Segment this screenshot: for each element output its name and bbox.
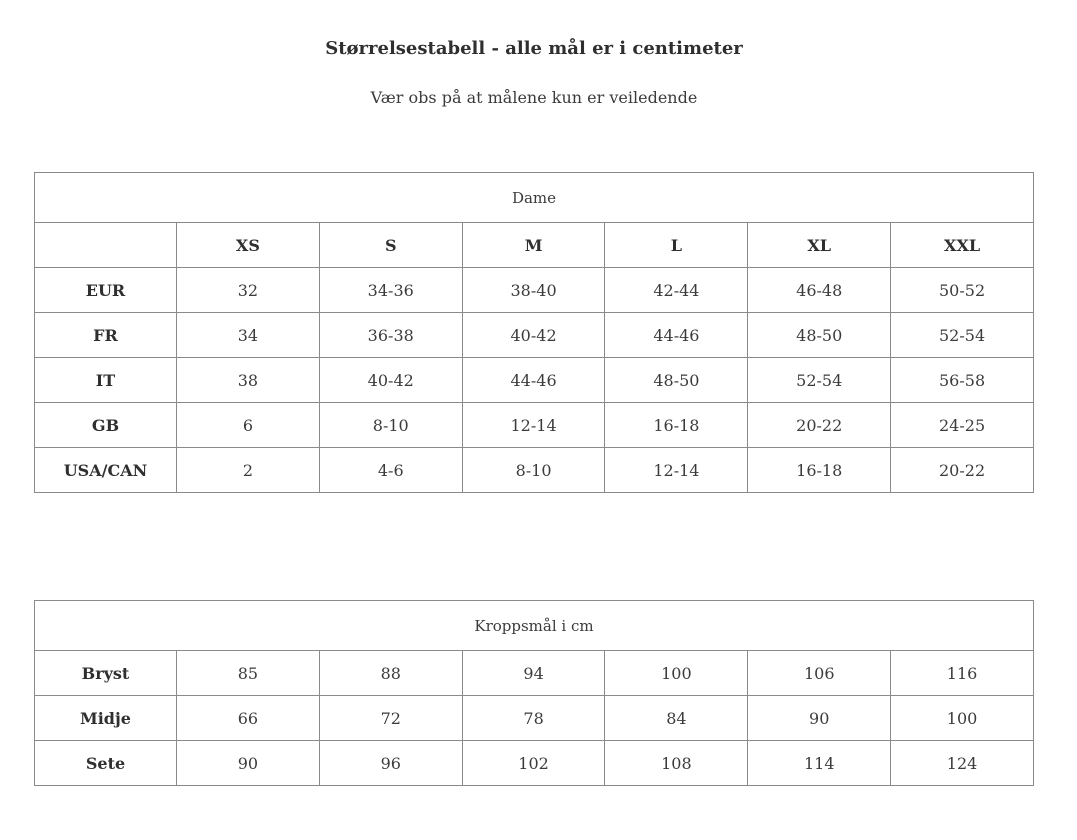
table-cell: 124 <box>891 741 1034 786</box>
row-label: Sete <box>35 741 177 786</box>
table-row <box>35 741 1034 786</box>
table-cell: 72 <box>319 696 462 741</box>
row-label: Bryst <box>35 651 177 696</box>
table-cell: 100 <box>891 696 1034 741</box>
table-cell: 4-6 <box>319 448 462 493</box>
table-cell: 66 <box>177 696 320 741</box>
table-cell: 108 <box>605 741 748 786</box>
row-label: FR <box>35 313 177 358</box>
table-cell: 2 <box>177 448 320 493</box>
row-label: IT <box>35 358 177 403</box>
column-header-xl: XL <box>748 223 891 268</box>
table-cell: 106 <box>748 651 891 696</box>
table-row <box>35 651 1034 696</box>
table-cell: 24-25 <box>891 403 1034 448</box>
table-cell: 16-18 <box>748 448 891 493</box>
table-cell: 52-54 <box>748 358 891 403</box>
table-row <box>35 268 1034 313</box>
table-cell: 90 <box>748 696 891 741</box>
table-cell: 42-44 <box>605 268 748 313</box>
page-title: Størrelsestabell - alle mål er i centimeter <box>325 38 743 59</box>
row-label: EUR <box>35 268 177 313</box>
table-cell: 84 <box>605 696 748 741</box>
table-cell: 116 <box>891 651 1034 696</box>
column-header-s: S <box>319 223 462 268</box>
table-cell: 44-46 <box>462 358 605 403</box>
table-cell: 85 <box>177 651 320 696</box>
table-cell: 78 <box>462 696 605 741</box>
row-label: Midje <box>35 696 177 741</box>
table-cell: 20-22 <box>748 403 891 448</box>
column-header-m: M <box>462 223 605 268</box>
table-cell: 100 <box>605 651 748 696</box>
table-cell: 12-14 <box>605 448 748 493</box>
table-caption: Kroppsmål i cm <box>35 601 1034 651</box>
table-cell: 114 <box>748 741 891 786</box>
table-cell: 38-40 <box>462 268 605 313</box>
table-caption: Dame <box>35 173 1034 223</box>
column-header <box>35 223 177 268</box>
table-cell: 40-42 <box>319 358 462 403</box>
table-cell: 40-42 <box>462 313 605 358</box>
table-cell: 44-46 <box>605 313 748 358</box>
table-cell: 16-18 <box>605 403 748 448</box>
table-cell: 20-22 <box>891 448 1034 493</box>
table-cell: 102 <box>462 741 605 786</box>
table-cell: 34-36 <box>319 268 462 313</box>
table-cell: 32 <box>177 268 320 313</box>
table-cell: 8-10 <box>319 403 462 448</box>
table-row <box>35 403 1034 448</box>
row-label: USA/CAN <box>35 448 177 493</box>
table-cell: 94 <box>462 651 605 696</box>
table-row <box>35 448 1034 493</box>
size-table-dame <box>34 172 1034 493</box>
table-cell: 46-48 <box>748 268 891 313</box>
table-cell: 96 <box>319 741 462 786</box>
table-cell: 36-38 <box>319 313 462 358</box>
page-subtitle: Vær obs på at målene kun er veiledende <box>370 88 698 107</box>
table-cell: 56-58 <box>891 358 1034 403</box>
table-cell: 48-50 <box>748 313 891 358</box>
table-cell: 52-54 <box>891 313 1034 358</box>
row-label: GB <box>35 403 177 448</box>
table-header-row <box>35 223 1034 268</box>
column-header-xxl: XXL <box>891 223 1034 268</box>
column-header-l: L <box>605 223 748 268</box>
table-cell: 34 <box>177 313 320 358</box>
table-cell: 8-10 <box>462 448 605 493</box>
table-cell: 38 <box>177 358 320 403</box>
table-row <box>35 358 1034 403</box>
table-cell: 88 <box>319 651 462 696</box>
table-cell: 6 <box>177 403 320 448</box>
table-cell: 48-50 <box>605 358 748 403</box>
table-row <box>35 696 1034 741</box>
table-row <box>35 313 1034 358</box>
column-header-xs: XS <box>177 223 320 268</box>
table-cell: 12-14 <box>462 403 605 448</box>
body-measurements-table <box>34 600 1034 786</box>
table-cell: 90 <box>177 741 320 786</box>
table-cell: 50-52 <box>891 268 1034 313</box>
